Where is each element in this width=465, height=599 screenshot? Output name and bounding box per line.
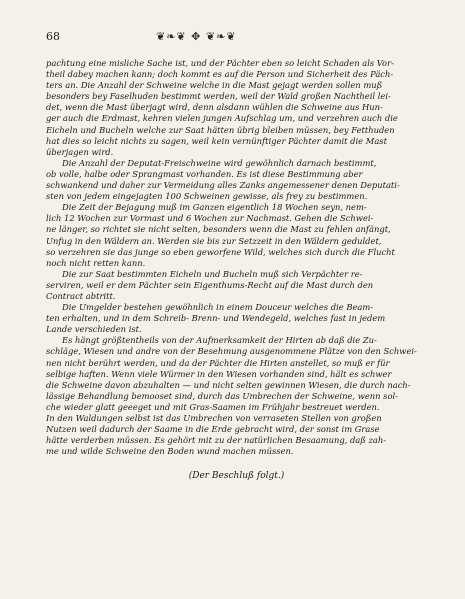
text-line: ne länger, so richtet sie nicht selten, besonders wenn die Mast zu fehlen anfängt, — [46, 224, 391, 235]
paragraph — [46, 202, 427, 269]
page-header — [46, 30, 427, 48]
text-line: ten erhalten, und in dem Schreib- Brenn- und Wendegeld, welches fast in jedem — [46, 313, 386, 324]
text-line: schläge, Wiesen und andre von der Besehmung ausgenommene Plätze von den Schwei- — [46, 346, 417, 357]
text-line: überjagen wird. — [46, 146, 114, 157]
text-line: Nutzen weil dadurch der Saame in die Erde gebracht wird, der sonst im Grase — [46, 424, 380, 435]
text-line: che wieder glatt geeeget und mit Gras-Saamen im Frühjahr bestreuet werden. — [46, 401, 380, 412]
text-line: hat dies so leicht nichts zu sagen, weil kein vernünftiger Pächter damit die Mast — [46, 135, 387, 146]
closing-note: (Der Beschluß folgt.) — [188, 471, 285, 482]
text-line: sten von jedem eingejagten 100 Schweinen gewisse, als frey zu bestimmen. — [46, 191, 368, 202]
text-line: lich 12 Wochen zur Vormast und 6 Wochen zur Nachmast. Gehen die Schwei- — [46, 213, 374, 224]
text-line: nen nicht berührt werden, und da der Pächter die Hirten anstellet, so muß er für — [46, 357, 390, 368]
text-line: ger auch die Erdmast, kehren vielen jungen Aufschlag um, und verzehren auch die — [46, 113, 398, 124]
text-line: Die Anzahl der Deputat-Freischweine wird gewöhnlich darnach bestimmt, — [62, 157, 377, 168]
paragraph — [46, 58, 427, 158]
text-line: theil dabey machen kann; doch kommt es auf die Person und Sicherheit des Päch- — [46, 69, 394, 80]
page-number: 68 — [46, 30, 60, 43]
text-line: Die Umgelder bestehen gewöhnlich in einem Douceur welches die Beam- — [62, 302, 374, 313]
text-line: so verzehren sie das junge so eben geworfene Wild, welches sich durch die Flucht — [46, 246, 395, 257]
text-line: me und wilde Schweine den Boden wund machen müssen. — [46, 446, 294, 457]
text-line: ters an. Die Anzahl der Schweine welche in die Mast gejagt werden sollen muß — [46, 80, 383, 91]
text-line: lässige Behandlung bemooset sind, durch das Umbrechen der Schweine, wenn sol- — [46, 390, 398, 401]
text-line: schwankend und daher zur Vermeidung alles Zanks angemessener denen Deputati- — [46, 180, 400, 191]
paragraph — [46, 302, 427, 335]
paragraph — [46, 269, 427, 302]
paragraph — [46, 335, 427, 457]
text-line: die Schweine davon abzuhalten — und nicht selten gewinnen Wiesen, die durch nach- — [46, 379, 411, 390]
text-line: Unfug in den Wäldern an. Werden sie bis zur Setzzeit in den Wäldern geduldet, — [46, 235, 382, 246]
text-line: pachtung eine misliche Sache ist, und der Pächter eben so leicht Schaden als Vor- — [46, 58, 394, 68]
paragraph — [46, 158, 427, 202]
text-line: Es hängt größtentheils von der Aufmerksamkeit der Hirten ab daß die Zu- — [62, 335, 377, 346]
text-line: det, wenn die Mast überjagt wird, denn alsdann wühlen die Schweine aus Hun- — [46, 102, 383, 113]
text-line: Die Zeit der Bejagung muß im Ganzen eigentlich 18 Wochen seyn, nem- — [62, 202, 367, 213]
text-line: hätte verderben müssen. Es gehört mit zu der natürlichen Besaamung, daß zah- — [46, 435, 387, 446]
text-line: Die zur Saat bestimmten Eicheln und Bucheln muß sich Verpächter re- — [62, 268, 363, 279]
text-line: serviren, weil er dem Pächter sein Eigenthums-Recht auf die Mast durch den — [46, 279, 374, 290]
text-line: besonders bey Faselhuden bestimmt werden, weil der Wald großen Nachtheil lei- — [46, 91, 391, 102]
text-line: In den Waldungen selbst ist das Umbrechen von verraseten Stellen von großen — [46, 413, 382, 423]
text-line: Eicheln und Bucheln welche zur Saat hätten übrig bleiben müssen, bey Fetthuden — [46, 124, 395, 135]
text-line: Contract abtritt. — [46, 290, 116, 301]
text-line: selbige haften. Wenn viele Würmer in den Wiesen vorhanden sind, hält es schwer — [46, 368, 392, 379]
text-line: noch nicht retten kann. — [46, 257, 146, 268]
text-line: Lande verschieden ist. — [46, 324, 142, 335]
body-text — [46, 58, 427, 457]
header-ornament: ❦❧❦ ✥ ❦❧❦ — [156, 30, 237, 43]
text-line: ob volle, halbe oder Sprangmast vorhanden. Es ist diese Bestimmung aber — [46, 168, 363, 179]
